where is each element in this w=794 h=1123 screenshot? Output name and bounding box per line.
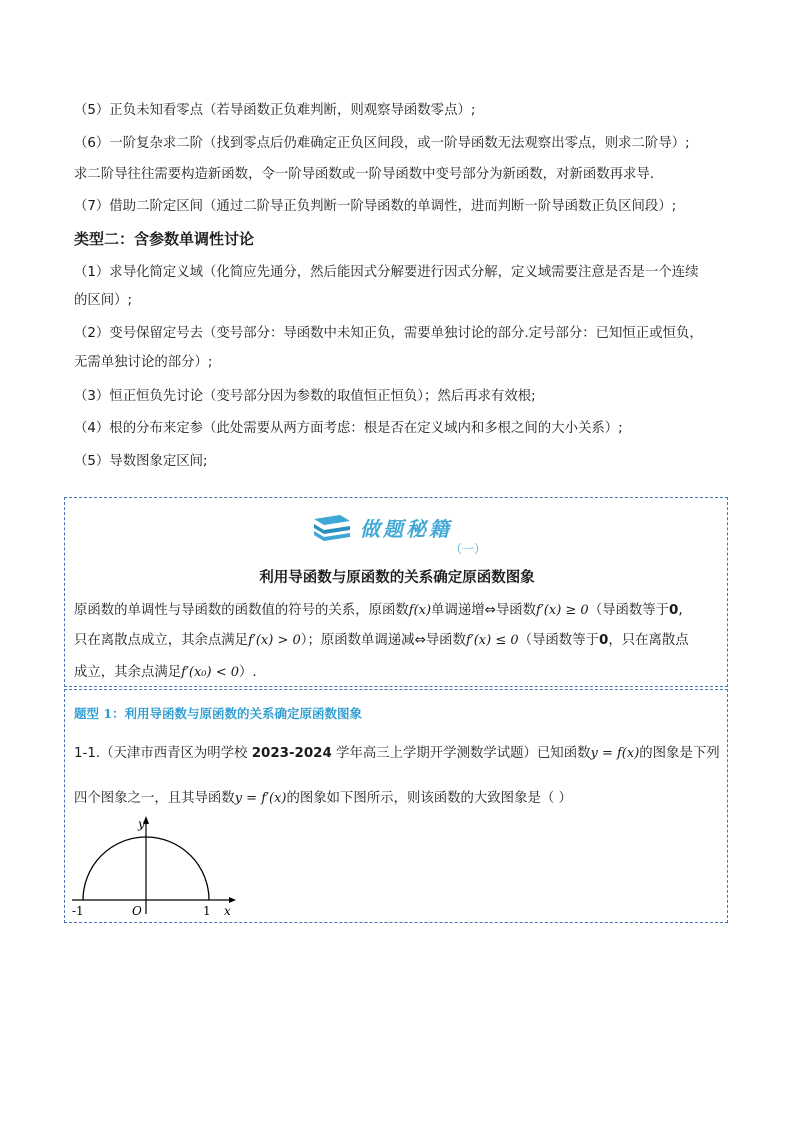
tip-title: 利用导函数与原函数的关系确定原函数图象 [259, 570, 535, 586]
tip-line-2: 只在离散点成立，其余点满足f′(x) > 0）；原函数单调递减⇔导函数f′(x) ≤ 0（导函数等于0，只在离散点 [74, 633, 689, 648]
text-line: 无需单独讨论的部分）; [74, 355, 213, 370]
books-icon [312, 513, 352, 543]
section-heading: 类型二：含参数单调性讨论 [74, 230, 255, 248]
derivative-graph [66, 812, 246, 922]
y-label: y [138, 817, 145, 831]
text-line: （1）求导化简定义域（化简应先通分，然后能因式分解要进行因式分解，定义域需要注意是否是一个连续 [74, 265, 699, 280]
text-line: （3）恒正恒负先讨论（变号部分因为参数的取值恒正恒负）；然后再求有效根; [74, 389, 536, 404]
text-line: （5）导数图象定区间; [74, 454, 208, 469]
tip-line-1: 原函数的单调性与导函数的函数值的符号的关系，原函数f(x)单调递增⇔导函数f′(x) ≥ 0（导函数等于0, [74, 603, 683, 618]
text-line: （7）借助二阶定区间（通过二阶导正负判断一阶导函数的单调性，进而判断一阶导函数正负区间段）; [74, 199, 677, 214]
tip-logo-sub: （一） [450, 542, 487, 556]
question-line-2: 四个图象之一，且其导函数y = f′(x)的图象如下图所示，则该函数的大致图象是（ ） [74, 791, 572, 806]
question-type-title: 题型 1：利用导函数与原函数的关系确定原函数图象 [74, 706, 363, 721]
tip-line-3: 成立，其余点满足f′(x₀) < 0）. [74, 665, 257, 680]
origin-label: O [132, 904, 142, 918]
x-label: x [224, 904, 231, 918]
text-line: （6）一阶复杂求二阶（找到零点后仍难确定正负区间段，或一阶导函数无法观察出零点，则求二阶导）; [74, 136, 690, 151]
tip-logo-text: 做题秘籍 [360, 517, 452, 541]
text-line: 的区间）; [74, 293, 133, 308]
text-line: 求二阶导往往需要构造新函数，令一阶导函数或一阶导函数中变号部分为新函数，对新函数再求导. [74, 167, 655, 182]
text-line: （2）变号保留定号去（变号部分：导函数中未知正负，需要单独讨论的部分.定号部分：已知恒正或恒负， [74, 326, 703, 341]
question-line-1: 1-1.（天津市西青区为明学校 2023-2024 学年高三上学期开学测数学试题）已知函数y = f(x)的图象是下列 [74, 746, 720, 761]
text-line: （5）正负未知看零点（若导函数正负难判断，则观察导函数零点）; [74, 103, 476, 118]
text-line: （4）根的分布来定参（此处需要从两方面考虑：根是否在定义域内和多根之间的大小关系）; [74, 421, 623, 436]
tick-label-neg-one: -1 [72, 904, 84, 918]
x-axis-arrow [229, 897, 236, 903]
tick-label-one: 1 [203, 904, 211, 918]
